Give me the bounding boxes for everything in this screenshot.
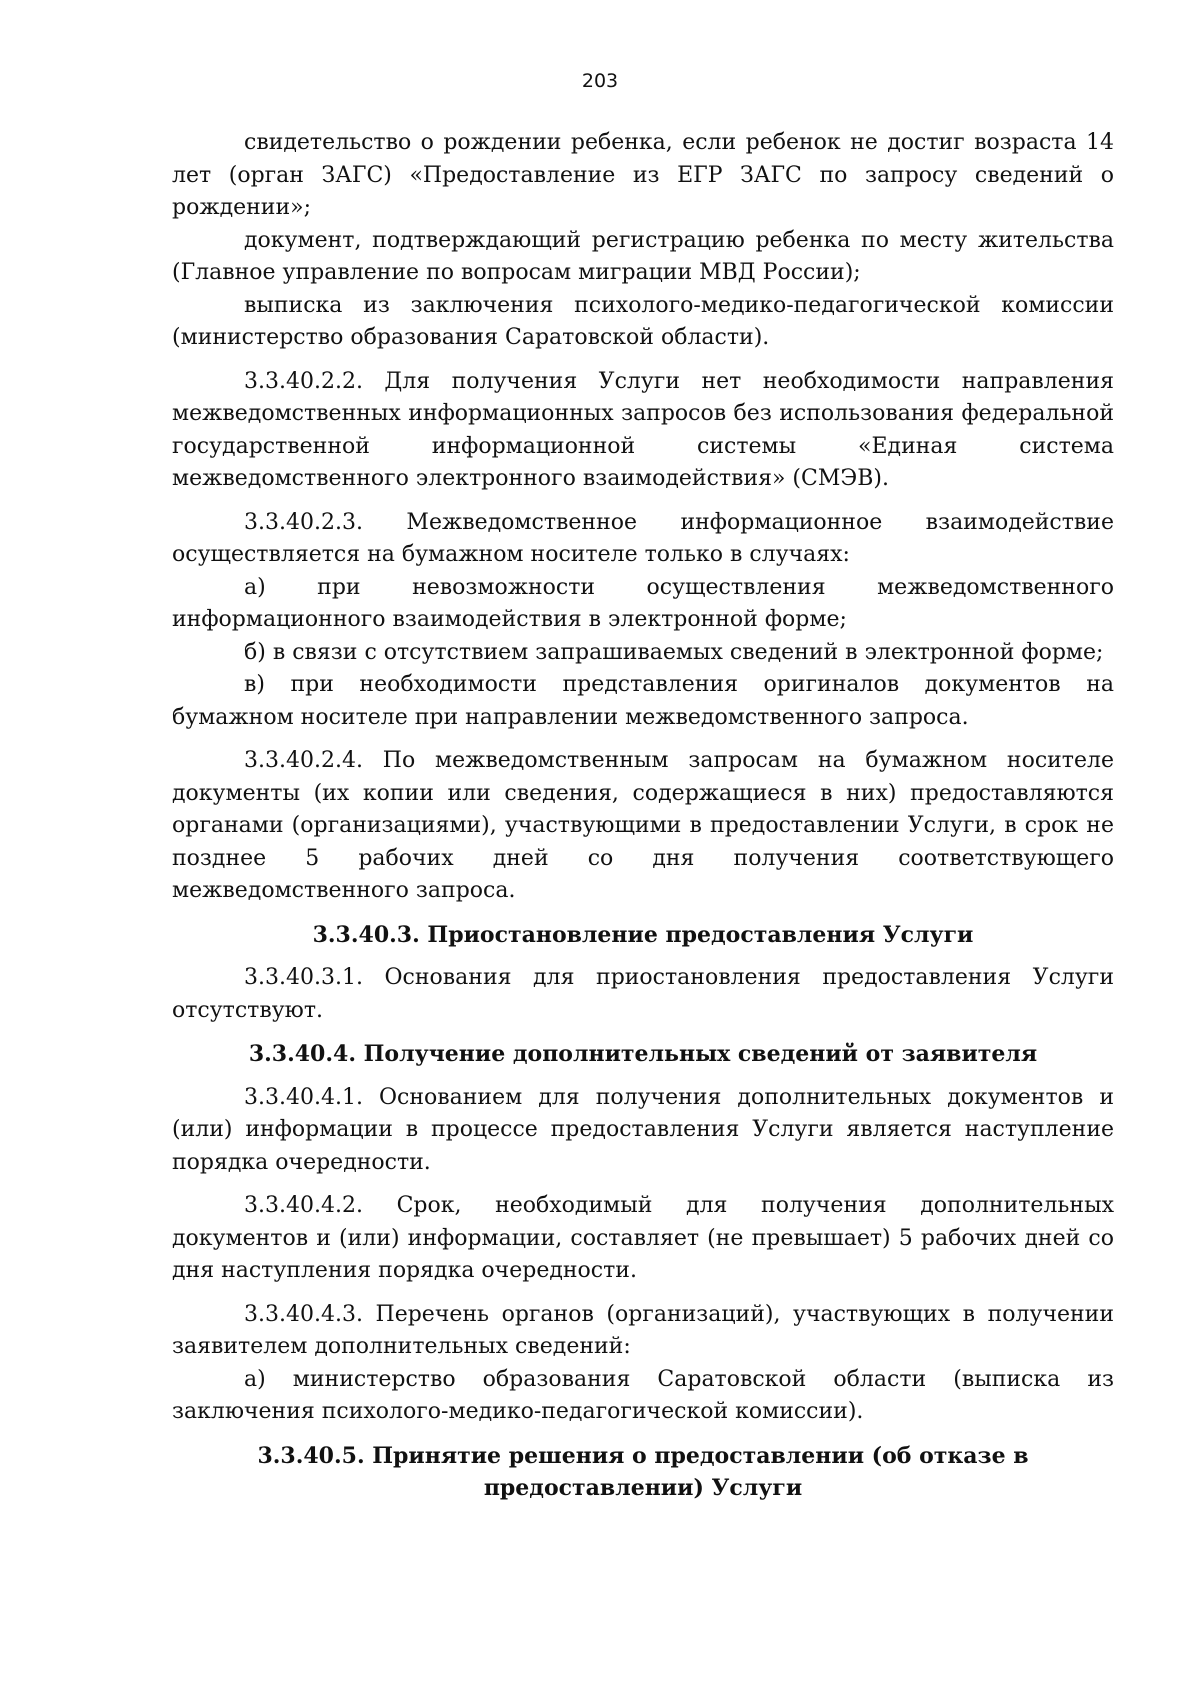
paragraph-3-3-40-3-1: 3.3.40.3.1. Основания для приостановления предоставления Услуги отсутствуют. [172,965,1114,1023]
heading-line: 3.3.40.5. Принятие решения о предоставлении (об отказе в [257,1442,1029,1469]
paragraph-3-3-40-4-2: 3.3.40.4.2. Срок, необходимый для получения дополнительных документов и (или) информации, составляет (не превышает) 5 рабочих дней со дня наступления порядка очередности. [172,1193,1114,1283]
section-heading-3-3-40-4: 3.3.40.4. Получение дополнительных сведений от заявителя [248,1041,1038,1067]
paragraph-3-3-40-2-3: 3.3.40.2.3. Межведомственное информационное взаимодействие осуществляется на бумажном носителе только в случаях: [172,509,1114,567]
paragraph: свидетельство о рождении ребенка, если ребенок не достиг возраста 14 лет (орган ЗАГС) «Предоставление из ЕГР ЗАГС по запросу сведений о рождении»; [172,130,1114,220]
page-number: 203 [581,70,619,92]
list-item-b: б) в связи с отсутствием запрашиваемых сведений в электронной форме; [244,639,1104,665]
list-item-a: а) при невозможности осуществления межведомственного информационного взаимодействия в электронной форме; [172,574,1114,632]
list-item-c: в) при необходимости представления оригиналов документов на бумажном носителе при направлении межведомственного запроса. [172,672,1114,730]
section-heading-3-3-40-3: 3.3.40.3. Приостановление предоставления Услуги [312,921,974,948]
heading-line: предоставлении) Услуги [483,1475,803,1501]
paragraph: выписка из заключения психолого-медико-педагогической комиссии (министерство образования Саратовской области). [172,292,1114,350]
paragraph-3-3-40-2-2: 3.3.40.2.2. Для получения Услуги нет необходимости направления межведомственных информационных запросов без использования федеральной государственной информационной системы «Единая система межведомственного электронного взаимодействия» (СМЭВ). [172,368,1114,491]
paragraph: документ, подтверждающий регистрацию ребенка по месту жительства (Главное управление по вопросам миграции МВД России); [172,227,1114,285]
document-body [172,127,1114,1505]
list-item-a: а) министерство образования Саратовской области (выписка из заключения психолого-медико-педагогической комиссии). [172,1366,1114,1424]
paragraph-3-3-40-2-4: 3.3.40.2.4. По межведомственным запросам на бумажном носителе документы (их копии или сведения, содержащиеся в них) предоставляются органами (организациями), участвующими в предоставлении Услуги, в срок не позднее 5 рабочих дней со дня получения соответствующего межведомственного запроса. [172,748,1114,903]
section-heading-3-3-40-5 [172,1440,1114,1505]
paragraph-3-3-40-4-3: 3.3.40.4.3. Перечень органов (организаций), участвующих в получении заявителем дополнительных сведений: [172,1301,1114,1359]
paragraph-3-3-40-4-1: 3.3.40.4.1. Основанием для получения дополнительных документов и (или) информации в процессе предоставления Услуги является наступление порядка очередности. [172,1084,1114,1175]
